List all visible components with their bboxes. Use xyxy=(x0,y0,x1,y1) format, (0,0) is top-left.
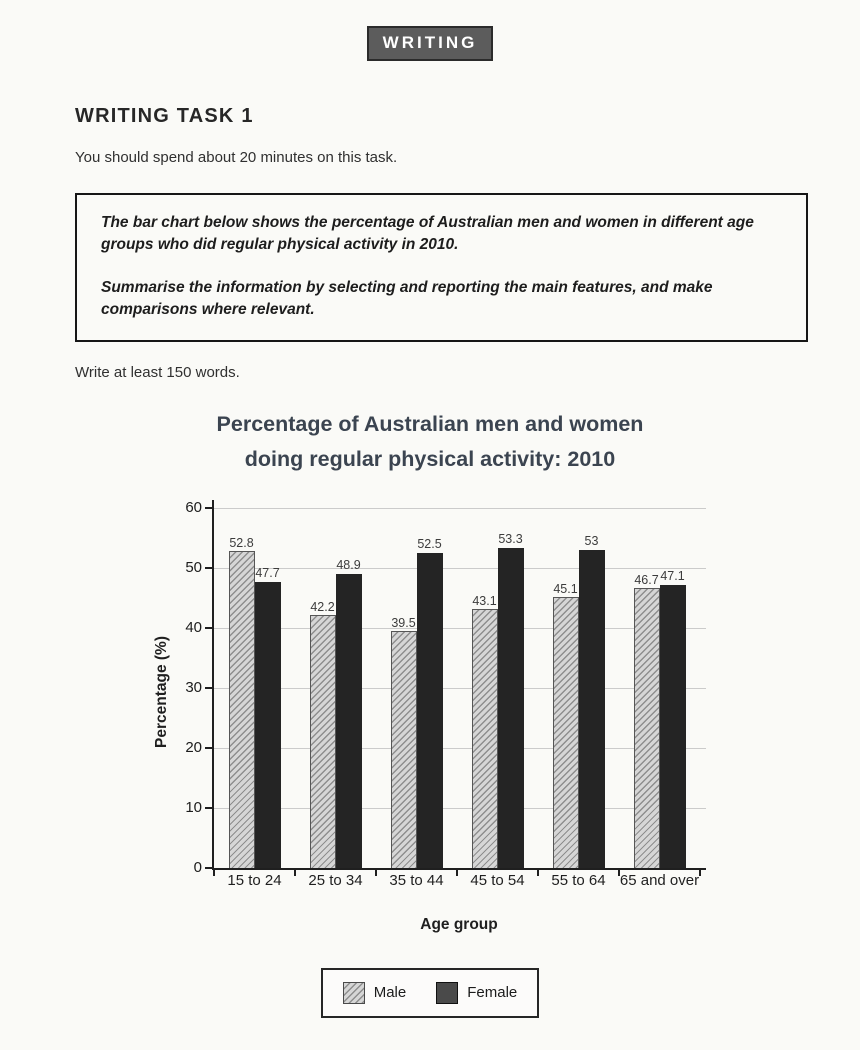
task-content xyxy=(75,105,808,381)
bar-group xyxy=(457,508,538,868)
chart-title-line-2: doing regular physical activity: 2010 xyxy=(244,446,616,471)
female-bar-35-to-44 xyxy=(417,536,443,868)
bar-value-label: 48.9 xyxy=(336,558,361,573)
male-bar-65-and-over xyxy=(634,572,660,868)
legend-item-male xyxy=(343,982,407,1004)
y-axis-tick-label: 20 xyxy=(185,738,202,756)
y-axis-tick-label: 0 xyxy=(193,858,202,876)
male-bar-55-to-64 xyxy=(553,582,579,868)
y-axis-tick xyxy=(205,627,214,629)
male-bar-25-to-34 xyxy=(310,599,336,868)
bar-value-label: 52.5 xyxy=(417,536,442,551)
bar-group xyxy=(619,508,700,868)
x-axis-category-label: 55 to 64 xyxy=(551,871,606,889)
chart-legend xyxy=(321,968,540,1018)
x-axis-category-label: 65 and over xyxy=(619,871,700,889)
writing-section-badge: WRITING xyxy=(367,26,494,61)
male-bar-15-to-24 xyxy=(229,536,255,868)
bar-value-label: 53 xyxy=(584,533,599,548)
bar-group xyxy=(538,508,619,868)
task-heading: WRITING TASK 1 xyxy=(75,105,254,127)
chart-title xyxy=(0,407,860,477)
y-axis-tick-label: 40 xyxy=(185,618,202,636)
bar-value-label: 47.1 xyxy=(660,569,685,584)
x-axis-title: Age group xyxy=(420,915,498,933)
x-axis-category-label: 25 to 34 xyxy=(308,871,363,889)
y-axis-tick xyxy=(205,747,214,749)
legend-label-female: Female xyxy=(467,984,518,1002)
bar-value-label: 42.2 xyxy=(310,599,335,614)
y-axis-tick-label: 60 xyxy=(185,498,202,516)
bar-group xyxy=(376,508,457,868)
bar-value-label: 53.3 xyxy=(498,532,523,547)
bar-value-label: 47.7 xyxy=(255,565,280,580)
bar-group xyxy=(295,508,376,868)
chart-title-line-1: Percentage of Australian men and women xyxy=(216,411,644,436)
y-axis-tick xyxy=(205,567,214,569)
x-axis-category-label: 15 to 24 xyxy=(227,871,282,889)
legend-item-female xyxy=(436,982,517,1004)
male-bar-35-to-44 xyxy=(391,615,417,868)
female-bar-65-and-over xyxy=(660,569,686,868)
x-axis-category-label: 45 to 54 xyxy=(470,871,525,889)
bar-value-label: 45.1 xyxy=(553,582,578,597)
bar-value-label: 46.7 xyxy=(634,572,659,587)
legend-label-male: Male xyxy=(373,984,407,1002)
x-axis-category-label: 35 to 44 xyxy=(389,871,444,889)
y-axis-tick-label: 50 xyxy=(185,558,202,576)
female-bar-15-to-24 xyxy=(255,565,281,868)
task-time-instruction: You should spend about 20 minutes on this task. xyxy=(75,149,398,166)
prompt-paragraph-2: Summarise the information by selecting and reporting the main features, and make comparisons where relevant. xyxy=(101,278,713,319)
y-axis-tick-label: 10 xyxy=(185,798,202,816)
prompt-paragraph-1: The bar chart below shows the percentage of Australian men and women in different age groups who did regular physical activity in 2010. xyxy=(101,214,754,254)
bar-group xyxy=(214,508,295,868)
bar-value-label: 43.1 xyxy=(472,594,497,609)
y-axis-title: Percentage (%) xyxy=(153,636,170,749)
female-bar-25-to-34 xyxy=(336,558,362,867)
y-axis-tick-label: 30 xyxy=(185,678,202,696)
y-axis-tick xyxy=(205,687,214,689)
male-bar-45-to-54 xyxy=(472,594,498,868)
chart-area xyxy=(153,498,706,889)
female-bar-55-to-64 xyxy=(579,533,605,868)
bar-chart-section xyxy=(0,407,860,1018)
bar-value-label: 39.5 xyxy=(391,615,416,630)
bar-value-label: 52.8 xyxy=(229,536,254,551)
female-solid-swatch-icon xyxy=(436,982,458,1004)
y-axis-tick xyxy=(205,507,214,509)
chart-plot-area xyxy=(185,498,706,889)
word-count-note: Write at least 150 words. xyxy=(75,363,240,381)
task-prompt-box xyxy=(75,193,808,342)
female-bar-45-to-54 xyxy=(498,532,524,868)
male-hatched-swatch-icon xyxy=(343,982,365,1004)
y-axis-tick xyxy=(205,807,214,809)
